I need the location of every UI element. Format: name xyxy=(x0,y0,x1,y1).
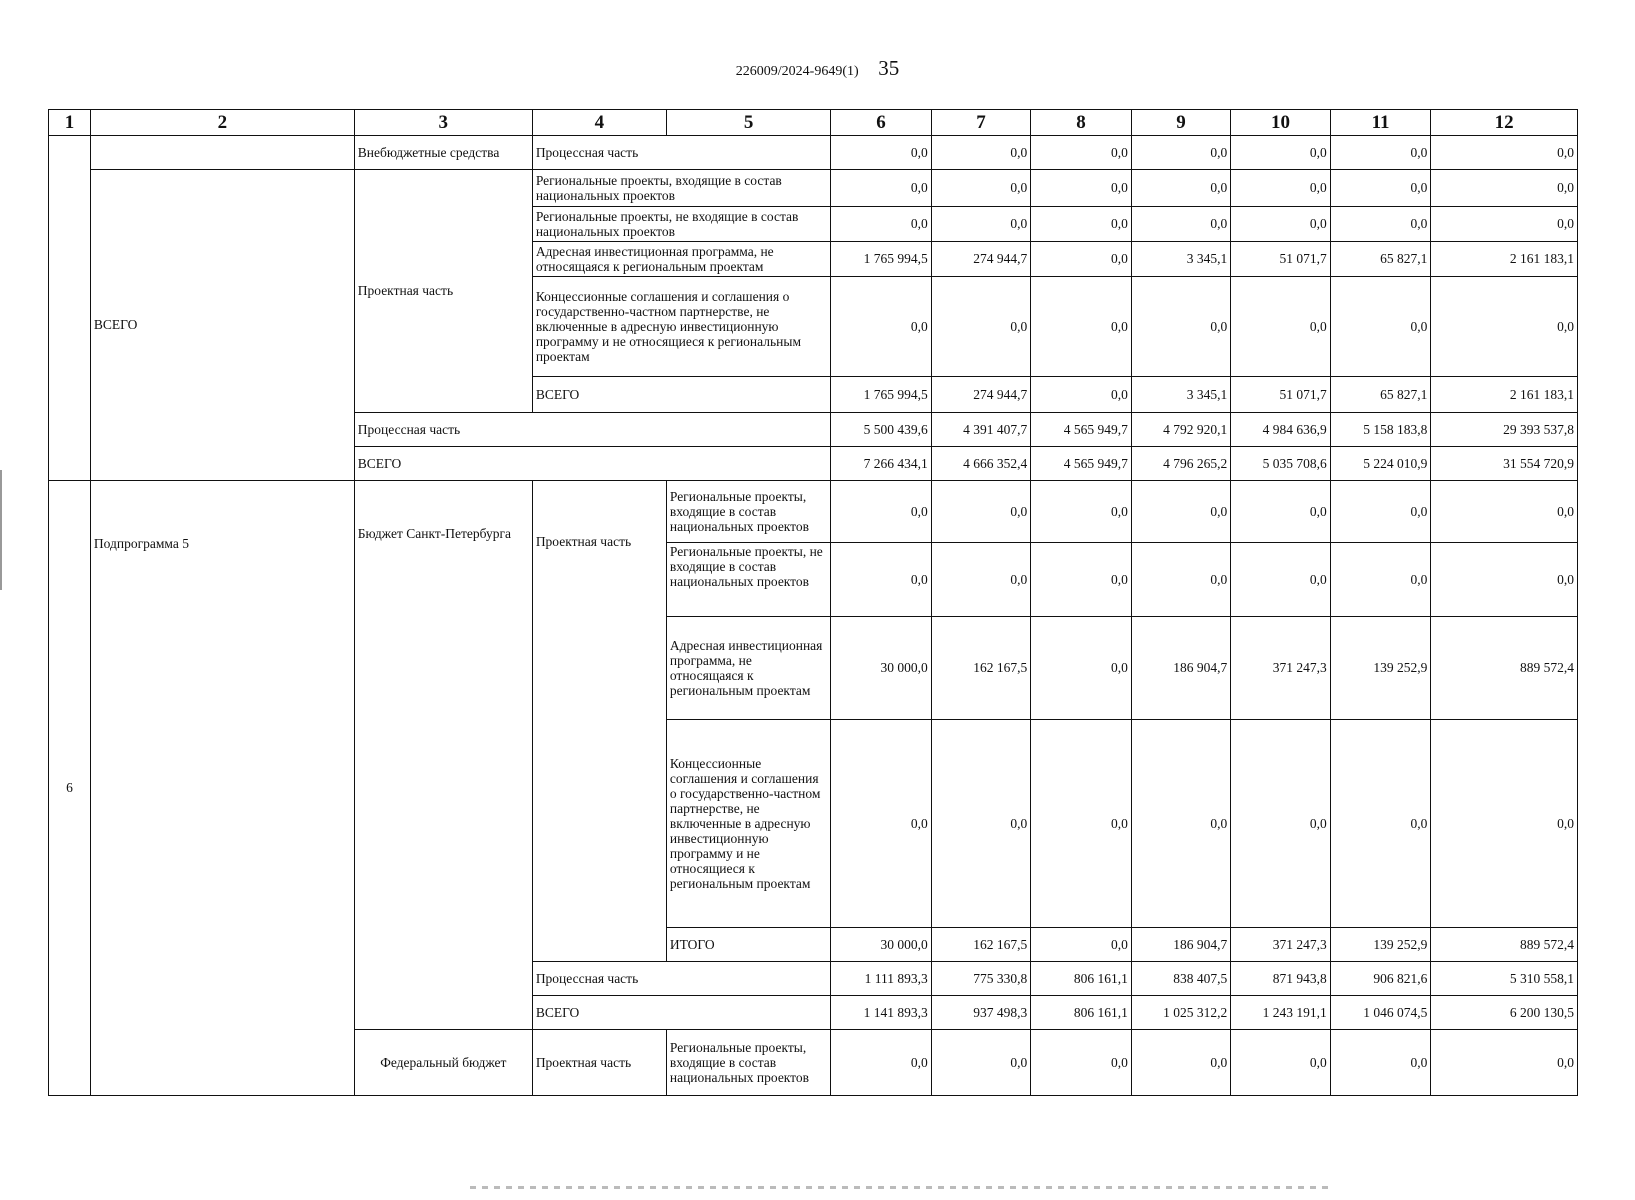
col-header-2: 2 xyxy=(90,110,354,136)
value-cell-col-6: 0,0 xyxy=(831,207,932,242)
value-cell-col-7: 0,0 xyxy=(931,277,1030,377)
value-cell-col-9: 0,0 xyxy=(1131,1030,1230,1096)
reg-not-in-nat-label: Региональные проекты, не входящие в состав национальных проектов xyxy=(666,543,830,617)
value-cell-col-11: 0,0 xyxy=(1330,136,1431,170)
value-cell-col-7: 4 666 352,4 xyxy=(931,447,1030,481)
value-cell-col-11: 5 158 183,8 xyxy=(1330,413,1431,447)
value-cell-col-6: 7 266 434,1 xyxy=(831,447,932,481)
value-cell-col-12: 0,0 xyxy=(1431,170,1578,207)
value-cell-col-9: 186 904,7 xyxy=(1131,617,1230,720)
value-cell-col-9: 186 904,7 xyxy=(1131,928,1230,962)
value-cell-col-9: 0,0 xyxy=(1131,277,1230,377)
value-cell-col-9: 0,0 xyxy=(1131,543,1230,617)
budget-table xyxy=(48,109,1578,1096)
reg-in-nat-label: Региональные проекты, входящие в состав национальных проектов xyxy=(666,481,830,543)
project-part-label: Проектная часть xyxy=(532,1030,666,1096)
value-cell-col-6: 0,0 xyxy=(831,136,932,170)
value-cell-col-10: 0,0 xyxy=(1231,1030,1330,1096)
aip-label: Адресная инвестиционная программа, не относящаяся к региональным проектам xyxy=(532,242,830,277)
value-cell-col-11: 0,0 xyxy=(1330,277,1431,377)
value-cell-col-10: 4 984 636,9 xyxy=(1231,413,1330,447)
value-cell-col-8: 4 565 949,7 xyxy=(1031,413,1132,447)
col-header-3: 3 xyxy=(354,110,532,136)
value-cell-col-7: 162 167,5 xyxy=(931,617,1030,720)
table-row xyxy=(49,481,1578,543)
value-cell-col-11: 65 827,1 xyxy=(1330,242,1431,277)
row-number: 6 xyxy=(49,481,91,1096)
value-cell-col-7: 0,0 xyxy=(931,136,1030,170)
value-cell-col-9: 0,0 xyxy=(1131,481,1230,543)
value-cell-col-8: 806 161,1 xyxy=(1031,996,1132,1030)
value-cell-col-7: 4 391 407,7 xyxy=(931,413,1030,447)
value-cell-col-12: 2 161 183,1 xyxy=(1431,377,1578,413)
col-header-6: 6 xyxy=(831,110,932,136)
value-cell-col-9: 0,0 xyxy=(1131,720,1230,928)
value-cell-col-11: 0,0 xyxy=(1330,543,1431,617)
document-header xyxy=(0,56,1635,81)
value-cell-col-7: 775 330,8 xyxy=(931,962,1030,996)
value-cell-col-10: 871 943,8 xyxy=(1231,962,1330,996)
value-cell-col-12: 0,0 xyxy=(1431,1030,1578,1096)
value-cell-col-10: 0,0 xyxy=(1231,207,1330,242)
col-header-7: 7 xyxy=(931,110,1030,136)
project-total-label: ВСЕГО xyxy=(532,377,830,413)
value-cell-col-6: 30 000,0 xyxy=(831,928,932,962)
value-cell-col-10: 1 243 191,1 xyxy=(1231,996,1330,1030)
value-cell-col-8: 0,0 xyxy=(1031,377,1132,413)
value-cell-col-12: 2 161 183,1 xyxy=(1431,242,1578,277)
aip-label: Адресная инвестиционная программа, не относящаяся к региональным проектам xyxy=(666,617,830,720)
value-cell-col-8: 0,0 xyxy=(1031,277,1132,377)
value-cell-col-8: 0,0 xyxy=(1031,481,1132,543)
value-cell-col-12: 0,0 xyxy=(1431,543,1578,617)
value-cell-col-6: 0,0 xyxy=(831,543,932,617)
empty-cell xyxy=(90,136,354,170)
value-cell-col-7: 0,0 xyxy=(931,207,1030,242)
value-cell-col-9: 0,0 xyxy=(1131,170,1230,207)
column-number-row xyxy=(49,110,1578,136)
value-cell-col-11: 0,0 xyxy=(1330,1030,1431,1096)
value-cell-col-8: 0,0 xyxy=(1031,136,1132,170)
value-cell-col-10: 0,0 xyxy=(1231,170,1330,207)
itogo-label: ИТОГО xyxy=(666,928,830,962)
scan-edge-line xyxy=(0,470,2,590)
reg-not-in-nat-label: Региональные проекты, не входящие в состав национальных проектов xyxy=(532,207,830,242)
value-cell-col-6: 1 765 994,5 xyxy=(831,377,932,413)
value-cell-col-7: 0,0 xyxy=(931,720,1030,928)
value-cell-col-8: 4 565 949,7 xyxy=(1031,447,1132,481)
value-cell-col-8: 806 161,1 xyxy=(1031,962,1132,996)
value-cell-col-10: 5 035 708,6 xyxy=(1231,447,1330,481)
value-cell-col-7: 0,0 xyxy=(931,1030,1030,1096)
value-cell-col-12: 31 554 720,9 xyxy=(1431,447,1578,481)
value-cell-col-12: 0,0 xyxy=(1431,481,1578,543)
value-cell-col-10: 0,0 xyxy=(1231,136,1330,170)
value-cell-col-12: 889 572,4 xyxy=(1431,617,1578,720)
value-cell-col-10: 0,0 xyxy=(1231,720,1330,928)
col-header-1: 1 xyxy=(49,110,91,136)
value-cell-col-8: 0,0 xyxy=(1031,617,1132,720)
value-cell-col-7: 937 498,3 xyxy=(931,996,1030,1030)
table-row xyxy=(49,136,1578,170)
table-row xyxy=(49,170,1578,207)
value-cell-col-6: 0,0 xyxy=(831,277,932,377)
value-cell-col-10: 51 071,7 xyxy=(1231,377,1330,413)
value-cell-col-12: 6 200 130,5 xyxy=(1431,996,1578,1030)
value-cell-col-7: 162 167,5 xyxy=(931,928,1030,962)
value-cell-col-11: 0,0 xyxy=(1330,207,1431,242)
reg-in-nat-label: Региональные проекты, входящие в состав национальных проектов xyxy=(532,170,830,207)
subprogram-total-label: ВСЕГО xyxy=(532,996,830,1030)
col-header-8: 8 xyxy=(1031,110,1132,136)
row-number-cell-empty xyxy=(49,136,91,481)
concession-label: Концессионные соглашения и соглашения о государственно-частном партнерстве, не включенные в адресную инвестиционную программу и не относящиеся к региональным проектам xyxy=(532,277,830,377)
value-cell-col-9: 3 345,1 xyxy=(1131,242,1230,277)
col-header-12: 12 xyxy=(1431,110,1578,136)
value-cell-col-6: 0,0 xyxy=(831,481,932,543)
value-cell-col-11: 0,0 xyxy=(1330,170,1431,207)
project-part-label: Проектная часть xyxy=(532,481,666,962)
value-cell-col-12: 0,0 xyxy=(1431,277,1578,377)
value-cell-col-7: 274 944,7 xyxy=(931,242,1030,277)
value-cell-col-10: 0,0 xyxy=(1231,481,1330,543)
page-number: 35 xyxy=(878,56,900,80)
value-cell-col-6: 0,0 xyxy=(831,1030,932,1096)
col-header-10: 10 xyxy=(1231,110,1330,136)
value-cell-col-7: 0,0 xyxy=(931,170,1030,207)
value-cell-col-8: 0,0 xyxy=(1031,1030,1132,1096)
value-cell-col-11: 906 821,6 xyxy=(1330,962,1431,996)
process-part-label: Процессная часть xyxy=(532,962,830,996)
value-cell-col-10: 0,0 xyxy=(1231,277,1330,377)
value-cell-col-11: 1 046 074,5 xyxy=(1330,996,1431,1030)
grand-total-label: ВСЕГО xyxy=(354,447,830,481)
value-cell-col-6: 0,0 xyxy=(831,170,932,207)
value-cell-col-7: 0,0 xyxy=(931,543,1030,617)
value-cell-col-11: 0,0 xyxy=(1330,481,1431,543)
value-cell-col-9: 4 792 920,1 xyxy=(1131,413,1230,447)
value-cell-col-6: 1 111 893,3 xyxy=(831,962,932,996)
project-part-label: Проектная часть xyxy=(354,170,532,413)
value-cell-col-8: 0,0 xyxy=(1031,720,1132,928)
value-cell-col-6: 0,0 xyxy=(831,720,932,928)
source-label: Внебюджетные средства xyxy=(354,136,532,170)
value-cell-col-7: 0,0 xyxy=(931,481,1030,543)
spb-budget-label: Бюджет Санкт-Петербурга xyxy=(354,481,532,1030)
value-cell-col-7: 274 944,7 xyxy=(931,377,1030,413)
value-cell-col-9: 0,0 xyxy=(1131,136,1230,170)
concession-label: Концессионные соглашения и соглашения о государственно-частном партнерстве, не включенные в адресную инвестиционную программу и не относящиеся к региональным проектам xyxy=(666,720,830,928)
value-cell-col-9: 4 796 265,2 xyxy=(1131,447,1230,481)
part-label: Процессная часть xyxy=(532,136,830,170)
col-header-4: 4 xyxy=(532,110,666,136)
value-cell-col-8: 0,0 xyxy=(1031,242,1132,277)
value-cell-col-9: 0,0 xyxy=(1131,207,1230,242)
value-cell-col-6: 1 141 893,3 xyxy=(831,996,932,1030)
value-cell-col-12: 29 393 537,8 xyxy=(1431,413,1578,447)
value-cell-col-6: 30 000,0 xyxy=(831,617,932,720)
value-cell-col-11: 0,0 xyxy=(1330,720,1431,928)
value-cell-col-11: 139 252,9 xyxy=(1330,617,1431,720)
value-cell-col-9: 1 025 312,2 xyxy=(1131,996,1230,1030)
registration-number: 226009/2024-9649(1) xyxy=(735,64,859,79)
reg-in-nat-label: Региональные проекты, входящие в состав национальных проектов xyxy=(666,1030,830,1096)
value-cell-col-12: 889 572,4 xyxy=(1431,928,1578,962)
value-cell-col-10: 371 247,3 xyxy=(1231,928,1330,962)
value-cell-col-10: 371 247,3 xyxy=(1231,617,1330,720)
col-header-11: 11 xyxy=(1330,110,1431,136)
value-cell-col-12: 0,0 xyxy=(1431,136,1578,170)
value-cell-col-8: 0,0 xyxy=(1031,207,1132,242)
section-total-label: ВСЕГО xyxy=(90,170,354,481)
col-header-5: 5 xyxy=(666,110,830,136)
value-cell-col-11: 5 224 010,9 xyxy=(1330,447,1431,481)
col-header-9: 9 xyxy=(1131,110,1230,136)
value-cell-col-12: 0,0 xyxy=(1431,207,1578,242)
value-cell-col-6: 5 500 439,6 xyxy=(831,413,932,447)
value-cell-col-9: 838 407,5 xyxy=(1131,962,1230,996)
value-cell-col-12: 5 310 558,1 xyxy=(1431,962,1578,996)
value-cell-col-9: 3 345,1 xyxy=(1131,377,1230,413)
value-cell-col-8: 0,0 xyxy=(1031,170,1132,207)
value-cell-col-10: 51 071,7 xyxy=(1231,242,1330,277)
value-cell-col-6: 1 765 994,5 xyxy=(831,242,932,277)
process-part-label: Процессная часть xyxy=(354,413,830,447)
value-cell-col-10: 0,0 xyxy=(1231,543,1330,617)
value-cell-col-8: 0,0 xyxy=(1031,928,1132,962)
scan-noise xyxy=(470,1186,1330,1189)
federal-budget-label: Федеральный бюджет xyxy=(354,1030,532,1096)
value-cell-col-11: 139 252,9 xyxy=(1330,928,1431,962)
value-cell-col-11: 65 827,1 xyxy=(1330,377,1431,413)
subprogram-name: Подпрограмма 5 xyxy=(90,481,354,1096)
value-cell-col-8: 0,0 xyxy=(1031,543,1132,617)
value-cell-col-12: 0,0 xyxy=(1431,720,1578,928)
